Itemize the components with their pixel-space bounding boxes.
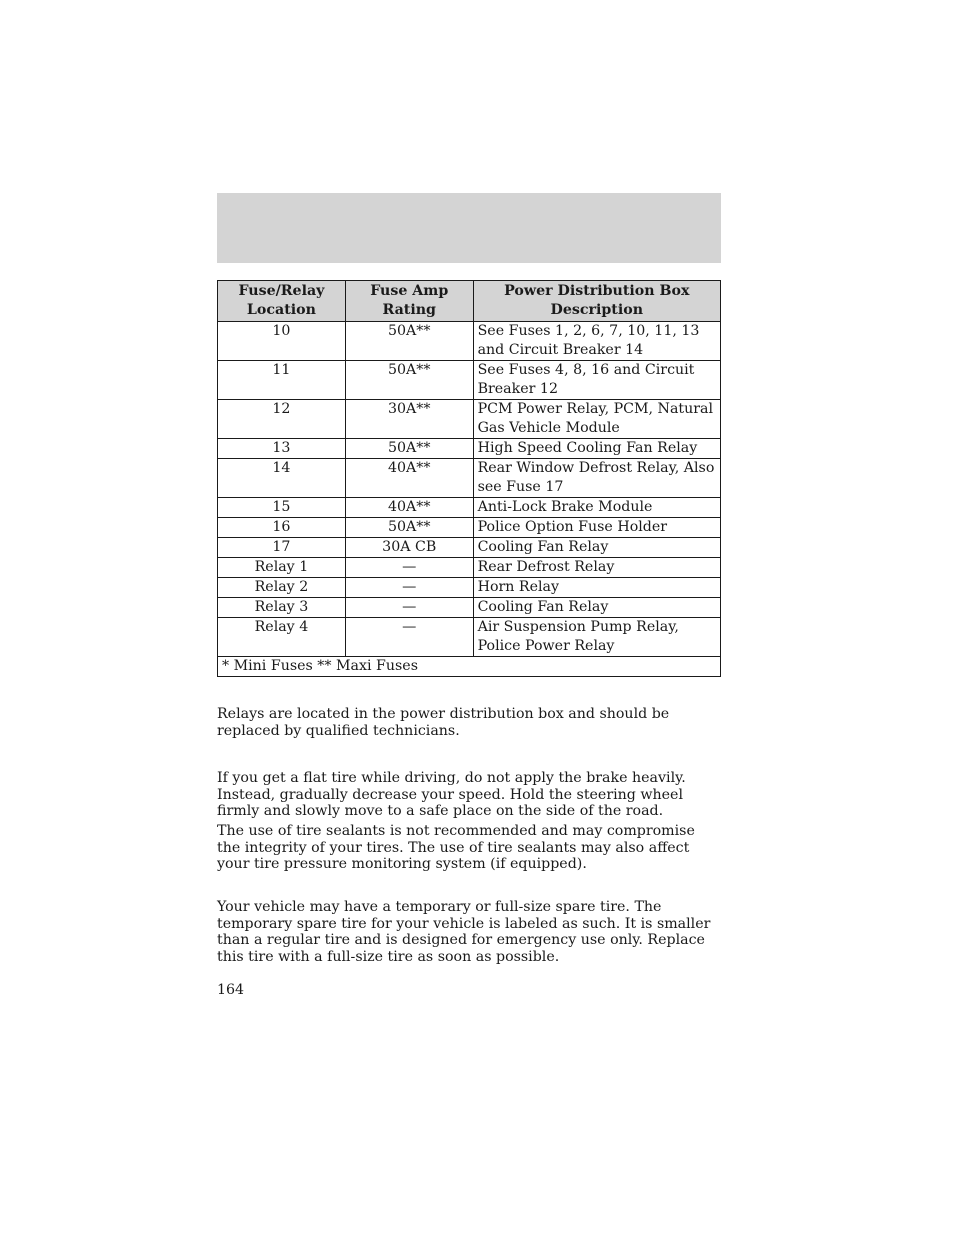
table-row <box>218 538 721 558</box>
cell-description: Horn Relay <box>473 578 720 598</box>
cell-description: Air Suspension Pump Relay, Police Power Relay <box>473 618 720 657</box>
cell-description: Rear Defrost Relay <box>473 558 720 578</box>
cell-location: 14 <box>218 459 346 498</box>
cell-location: 16 <box>218 518 346 538</box>
cell-description: See Fuses 1, 2, 6, 7, 10, 11, 13 and Circuit Breaker 14 <box>473 322 720 361</box>
cell-rating: 40A** <box>345 498 473 518</box>
cell-description: Cooling Fan Relay <box>473 538 720 558</box>
table-row <box>218 518 721 538</box>
header-description: Power Distribution Box Description <box>473 281 720 322</box>
spare-tire-paragraph: Your vehicle may have a temporary or full-size spare tire. The temporary spare tire for your vehicle is labeled as such. It is smaller than a regular tire and is designed for emergency use only. Replace this tire with a full-size tire as soon as possible. <box>217 899 711 965</box>
cell-description: Rear Window Defrost Relay, Also see Fuse 17 <box>473 459 720 498</box>
flat-tire-paragraph: If you get a flat tire while driving, do not apply the brake heavily. Instead, gradually decrease your speed. Hold the steering wheel firmly and slowly move to a safe place on the side of the road. <box>217 770 686 819</box>
section-header-band <box>217 193 721 263</box>
header-rating: Fuse Amp Rating <box>345 281 473 322</box>
cell-location: 12 <box>218 400 346 439</box>
cell-rating: — <box>345 558 473 578</box>
table-row <box>218 459 721 498</box>
header-location: Fuse/Relay Location <box>218 281 346 322</box>
cell-description: Cooling Fan Relay <box>473 598 720 618</box>
cell-location: Relay 4 <box>218 618 346 657</box>
table-row <box>218 361 721 400</box>
cell-rating: 50A** <box>345 518 473 538</box>
table-row <box>218 578 721 598</box>
table-row <box>218 598 721 618</box>
table-row <box>218 400 721 439</box>
cell-description: Anti-Lock Brake Module <box>473 498 720 518</box>
relays-paragraph: Relays are located in the power distribution box and should be replaced by qualified technicians. <box>217 706 670 739</box>
table-header-row <box>218 281 721 322</box>
table-row <box>218 322 721 361</box>
table-row <box>218 498 721 518</box>
cell-location: Relay 3 <box>218 598 346 618</box>
cell-location: Relay 2 <box>218 578 346 598</box>
cell-rating: 50A** <box>345 439 473 459</box>
page-number: 164 <box>217 982 245 998</box>
cell-description: PCM Power Relay, PCM, Natural Gas Vehicle Module <box>473 400 720 439</box>
cell-location: Relay 1 <box>218 558 346 578</box>
cell-rating: — <box>345 618 473 657</box>
cell-rating: 30A CB <box>345 538 473 558</box>
cell-location: 17 <box>218 538 346 558</box>
fuse-table <box>217 280 721 677</box>
cell-rating: — <box>345 578 473 598</box>
table-row <box>218 618 721 657</box>
cell-rating: 40A** <box>345 459 473 498</box>
cell-rating: — <box>345 598 473 618</box>
cell-rating: 50A** <box>345 322 473 361</box>
cell-description: See Fuses 4, 8, 16 and Circuit Breaker 12 <box>473 361 720 400</box>
table-row <box>218 558 721 578</box>
cell-location: 11 <box>218 361 346 400</box>
cell-description: High Speed Cooling Fan Relay <box>473 439 720 459</box>
cell-location: 10 <box>218 322 346 361</box>
table-footnote: * Mini Fuses ** Maxi Fuses <box>218 657 721 677</box>
table-footnote-row <box>218 657 721 677</box>
table-row <box>218 439 721 459</box>
sealants-paragraph: The use of tire sealants is not recommended and may compromise the integrity of your tires. The use of tire sealants may also affect your tire pressure monitoring system (if equipped). <box>217 823 695 872</box>
cell-rating: 30A** <box>345 400 473 439</box>
cell-rating: 50A** <box>345 361 473 400</box>
cell-location: 15 <box>218 498 346 518</box>
cell-location: 13 <box>218 439 346 459</box>
cell-description: Police Option Fuse Holder <box>473 518 720 538</box>
